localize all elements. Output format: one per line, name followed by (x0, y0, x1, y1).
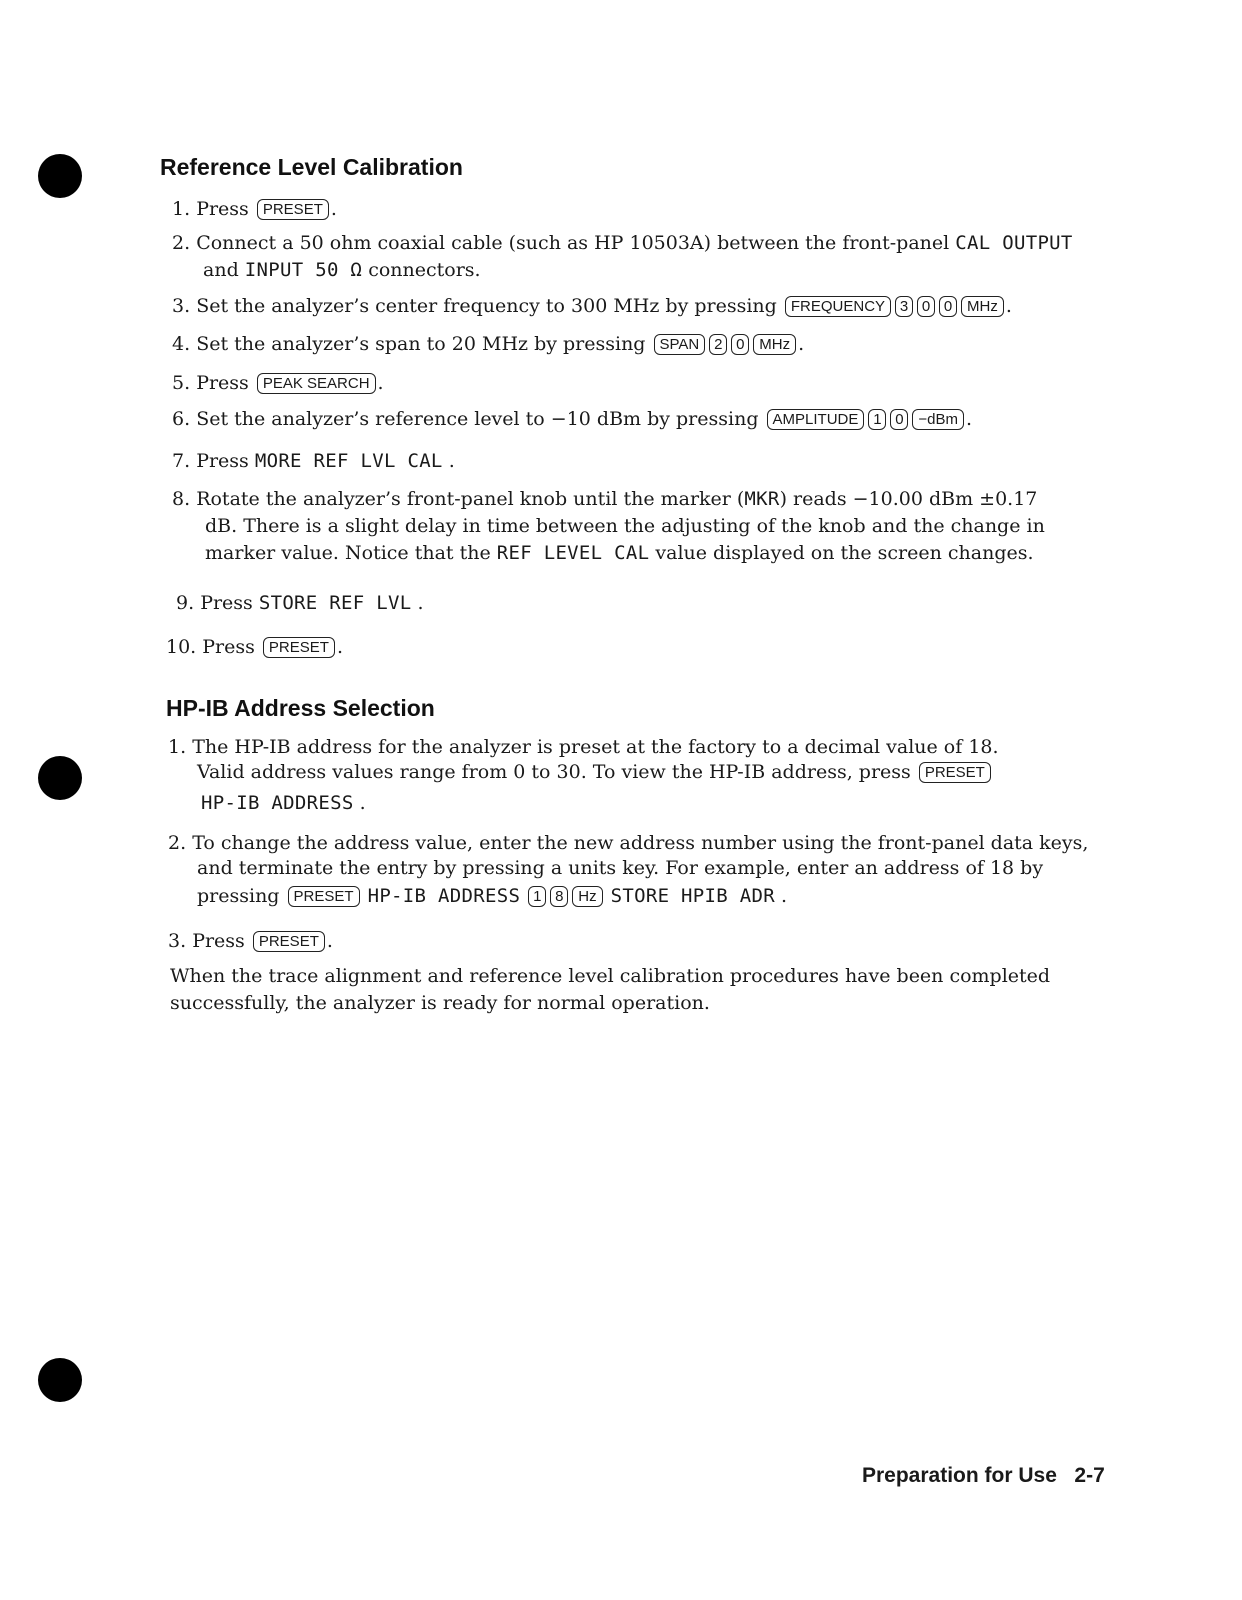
step-number: 1. (168, 736, 187, 758)
step-2 (172, 231, 1073, 255)
hz-key: Hz (572, 886, 602, 907)
step-text: Press (200, 592, 259, 614)
step-number: 5. (172, 372, 191, 394)
closing-paragraph-line-1: When the trace alignment and reference level calibration procedures have been completed (170, 965, 1051, 987)
preset-key: PRESET (253, 931, 325, 952)
step-text: and (203, 259, 245, 281)
step-text: . (442, 450, 455, 472)
step-number: 2. (172, 232, 191, 254)
step-text: . (326, 930, 333, 952)
step-text: Set the analyzer’s center frequency to 300 MHz by pressing (196, 295, 783, 317)
step-7 (172, 449, 455, 473)
step-number: 7. (172, 450, 191, 472)
step-text: Rotate the analyzer’s front-panel knob until the marker ( (196, 488, 745, 510)
step-text: ) reads −10.00 dBm ±0.17 (779, 488, 1038, 510)
hpib-step-1-line-3 (201, 791, 366, 815)
hpib-step-2 (168, 831, 1088, 855)
hpib-step-1 (168, 735, 999, 759)
step-10 (166, 635, 343, 659)
step-5 (172, 371, 384, 395)
ref-level-cal-label: REF LEVEL CAL (496, 542, 650, 564)
binder-hole-top (38, 154, 82, 198)
step-2-line-2 (203, 258, 481, 282)
digit-1-key: 1 (868, 409, 886, 430)
hpib-step-3 (168, 929, 333, 953)
digit-0-key: 0 (890, 409, 908, 430)
softkey-sequence: STORE REF LVL (258, 592, 412, 614)
digit-0-key: 0 (917, 296, 935, 317)
span-key: SPAN (654, 334, 706, 355)
hpib-step-2-line-3 (197, 884, 787, 908)
preset-key: PRESET (288, 886, 360, 907)
step-text: Press (192, 930, 251, 952)
cal-output-label: CAL OUTPUT (955, 232, 1073, 254)
step-text: connectors. (362, 259, 481, 281)
step-text: The HP-IB address for the analyzer is preset at the factory to a decimal value of 18. (192, 736, 999, 758)
digit-2-key: 2 (709, 334, 727, 355)
mhz-key: MHz (753, 334, 796, 355)
page-number: 2-7 (1074, 1464, 1105, 1487)
input-label: INPUT 50 Ω (244, 259, 363, 281)
step-text: marker value. Notice that the (205, 542, 497, 564)
step-text: Connect a 50 ohm coaxial cable (such as HP 10503A) between the front-panel (196, 232, 956, 254)
step-number: 9. (176, 592, 195, 614)
hpib-address-softkey: HP-IB ADDRESS (367, 885, 521, 907)
step-6 (172, 407, 972, 431)
step-text: and terminate the entry by pressing a units key. For example, enter an address of 18 by (197, 857, 1044, 879)
store-hpib-adr-softkey: STORE HPIB ADR (610, 885, 775, 907)
peak-search-key: PEAK SEARCH (257, 373, 376, 394)
frequency-key: FREQUENCY (785, 296, 891, 317)
step-3 (172, 294, 1012, 318)
step-text: pressing (197, 885, 286, 907)
step-text: . (353, 792, 366, 814)
step-number: 10. (166, 636, 197, 658)
digit-3-key: 3 (895, 296, 913, 317)
step-8-line-2 (205, 514, 1045, 538)
step-number: 4. (172, 333, 191, 355)
mhz-key: MHz (961, 296, 1004, 317)
binder-hole-bottom (38, 1358, 82, 1402)
step-text: Valid address values range from 0 to 30. To view the HP-IB address, press (197, 761, 917, 783)
hpib-step-1-line-2 (197, 760, 993, 784)
mkr-label: MKR (744, 488, 780, 510)
closing-paragraph-line-2: successfully, the analyzer is ready for normal operation. (170, 992, 710, 1014)
preset-key: PRESET (919, 762, 991, 783)
step-text: To change the address value, enter the new address number using the front-panel data keys, (192, 832, 1089, 854)
step-text: dB. There is a slight delay in time between the adjusting of the knob and the change in (205, 515, 1045, 537)
hpib-address-softkey: HP-IB ADDRESS (201, 792, 354, 814)
section-heading-reference-level: Reference Level Calibration (160, 154, 463, 180)
step-text: . (336, 636, 343, 658)
step-text: Set the analyzer’s span to 20 MHz by pressing (196, 333, 652, 355)
step-8 (172, 487, 1037, 511)
preset-key: PRESET (257, 199, 329, 220)
amplitude-key: AMPLITUDE (767, 409, 865, 430)
minus-dbm-key: −dBm (912, 409, 964, 430)
page-footer (862, 1464, 1105, 1488)
step-text: Press (196, 372, 255, 394)
hpib-step-2-line-2 (197, 856, 1043, 880)
digit-0-key: 0 (939, 296, 957, 317)
section-heading-hpib-address: HP-IB Address Selection (166, 695, 435, 721)
step-text: Press (196, 198, 255, 220)
step-8-line-3 (205, 541, 1034, 565)
step-number: 1. (172, 198, 191, 220)
step-text: Set the analyzer’s reference level to −10 dBm by pressing (196, 408, 765, 430)
step-text: Press (202, 636, 261, 658)
step-9 (176, 591, 424, 615)
step-number: 3. (172, 295, 191, 317)
step-text: . (330, 198, 337, 220)
step-1 (172, 197, 337, 221)
digit-8-key: 8 (550, 886, 568, 907)
footer-section-title: Preparation for Use (862, 1464, 1057, 1487)
step-text: Press (196, 450, 255, 472)
step-text: . (411, 592, 424, 614)
binder-hole-middle (38, 756, 82, 800)
step-number: 8. (172, 488, 191, 510)
step-text: . (1005, 295, 1012, 317)
preset-key: PRESET (263, 637, 335, 658)
step-4 (172, 332, 804, 356)
step-text: . (377, 372, 384, 394)
step-number: 6. (172, 408, 191, 430)
step-text: . (798, 333, 805, 355)
step-number: 3. (168, 930, 187, 952)
digit-0-key: 0 (731, 334, 749, 355)
digit-1-key: 1 (528, 886, 546, 907)
step-text: value displayed on the screen changes. (649, 542, 1034, 564)
step-text: . (774, 885, 788, 907)
softkey-sequence: MORE REF LVL CAL (254, 450, 443, 472)
step-text: . (966, 408, 973, 430)
step-number: 2. (168, 832, 187, 854)
